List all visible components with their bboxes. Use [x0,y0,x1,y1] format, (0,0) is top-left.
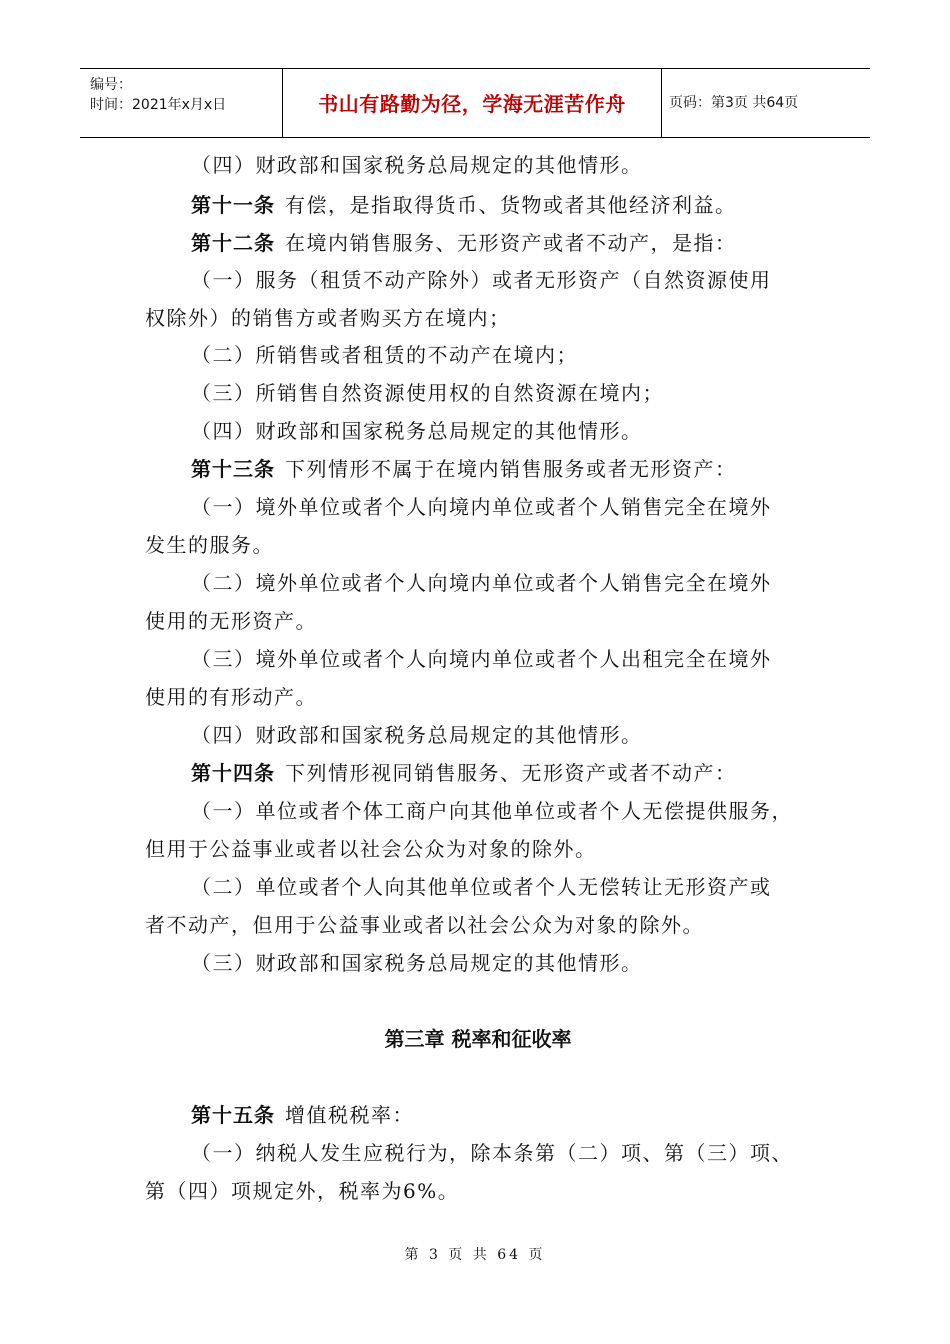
paragraph-line: 第（四）项规定外，税率为6%。 [145,1179,460,1203]
article-paragraph [191,1102,414,1128]
paragraph-line: （四）财政部和国家税务总局规定的其他情形。 [191,153,643,177]
paragraph-line: （三）境外单位或者个人向境内单位或者个人出租完全在境外 [191,647,772,671]
article-number: 第十三条 [191,457,275,481]
paragraph-line: （一）单位或者个体工商户向其他单位或者个人无偿提供服务， [191,799,793,823]
paragraph-line: 使用的无形资产。 [145,609,317,633]
article-text: 下列情形不属于在境内销售服务或者无形资产： [285,457,737,481]
article-text: 有偿，是指取得货币、货物或者其他经济利益。 [285,193,737,217]
article-number: 第十一条 [191,193,275,217]
paragraph-line: （三）所销售自然资源使用权的自然资源在境内； [191,381,664,405]
article-number: 第十二条 [191,231,275,255]
paragraph-line: （三）财政部和国家税务总局规定的其他情形。 [191,951,643,975]
paragraph-line: 但用于公益事业或者以社会公众为对象的除外。 [145,837,597,861]
paragraph-line: （一）境外单位或者个人向境内单位或者个人销售完全在境外 [191,495,772,519]
header-page-info: 页码：第3页 共64页 [669,95,799,111]
paragraph-line: （一）服务（租赁不动产除外）或者无形资产（自然资源使用 [191,268,772,292]
page-header [80,68,870,138]
paragraph-line: 者不动产，但用于公益事业或者以社会公众为对象的除外。 [145,913,704,937]
article-text: 下列情形视同销售服务、无形资产或者不动产： [285,761,737,785]
paragraph-line: 使用的有形动产。 [145,685,317,709]
header-right-cell [661,69,870,137]
header-motto: 书山有路勤为径，学海无涯苦作舟 [318,92,626,116]
header-motto-cell [282,69,662,137]
paragraph-line: （四）财政部和国家税务总局规定的其他情形。 [191,723,643,747]
article-number: 第十四条 [191,761,275,785]
article-text: 在境内销售服务、无形资产或者不动产，是指： [285,231,737,255]
article-paragraph [191,760,737,786]
article-number: 第十五条 [191,1103,275,1127]
paragraph-line: （二）单位或者个人向其他单位或者个人无偿转让无形资产或 [191,875,772,899]
paragraph-line: （四）财政部和国家税务总局规定的其他情形。 [191,419,643,443]
article-paragraph [191,192,737,218]
document-time-label: 时间：2021年x月x日 [90,97,227,113]
paragraph-line: 权除外）的销售方或者购买方在境内； [145,306,511,330]
paragraph-line: （二）所销售或者租赁的不动产在境内； [191,343,578,367]
article-paragraph [191,230,737,256]
article-text: 增值税税率： [285,1103,414,1127]
document-number-label: 编号： [90,77,132,93]
paragraph-line: 发生的服务。 [145,533,274,557]
paragraph-line: （一）纳税人发生应税行为，除本条第（二）项、第（三）项、 [191,1141,793,1165]
header-left-cell [80,69,282,137]
page-footer: 第 3 页 共 64 页 [404,1247,546,1263]
article-paragraph [191,456,737,482]
paragraph-line: （二）境外单位或者个人向境内单位或者个人销售完全在境外 [191,571,772,595]
chapter-heading: 第三章 税率和征收率 [384,1027,572,1051]
